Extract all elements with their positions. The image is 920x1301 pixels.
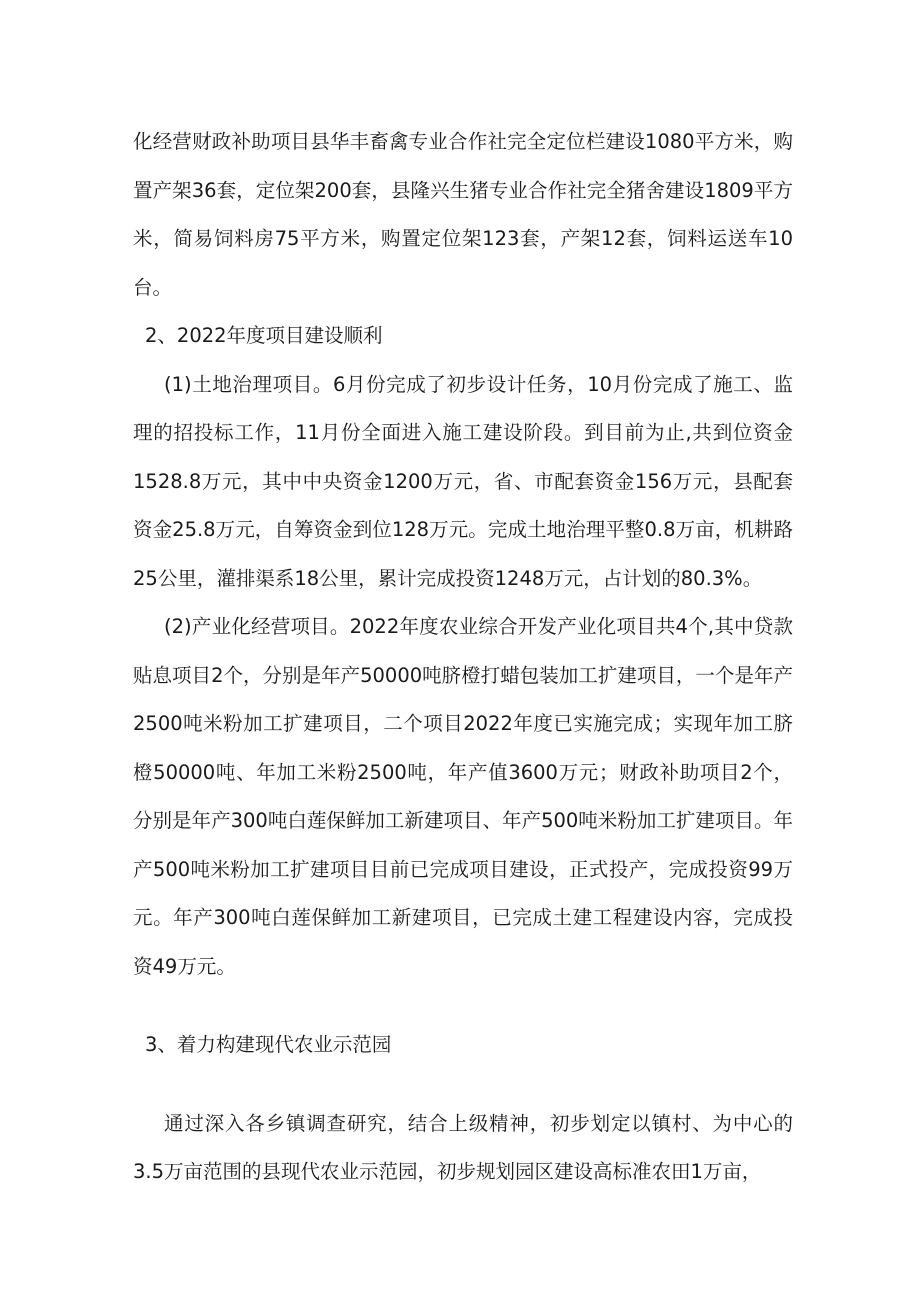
spacer bbox=[133, 991, 793, 1021]
paragraph-project-subsidy-continued: 化经营财政补助项目县华丰畜禽专业合作社完全定位栏建设1080平方米，购置产架36套，定位架200套，县隆兴生猪专业合作社完全猪舍建设1809平方米，简易饲料房75平方米，购置定位架123套，产架12套，饲料运送车10台。 bbox=[133, 130, 793, 299]
paragraph-industrial-operation: (2)产业化经营项目。2022年度农业综合开发产业化项目共4个,其中贷款贴息项目2个，分别是年产50000吨脐橙打蜡包装加工扩建项目，一个是年产2500吨米粉加工扩建项目，二个项目2022年度已实施完成；实现年加工脐橙50000吨、年加工米粉2500吨，年产值3600万元；财政补助项目2个，分别是年产300吨白莲保鲜加工新建项目、年产500吨米粉加工扩建项目。年产500吨米粉加工扩建项目目前已完成项目建设，正式投产，完成投资99万元。年产300吨白莲保鲜加工新建项目，已完成土建工程建设内容，完成投资49万元。 bbox=[133, 615, 793, 978]
section-heading-2022-projects: 2、2022年度项目建设顺利 bbox=[145, 324, 383, 347]
spacer bbox=[133, 1070, 793, 1100]
document-body bbox=[133, 118, 793, 1197]
paragraph-demo-park-plan: 通过深入各乡镇调查研究，结合上级精神，初步划定以镇村、为中心的3.5万亩范围的县现代农业示范园，初步规划园区建设高标准农田1万亩， bbox=[133, 1111, 793, 1183]
paragraph-land-management: (1)土地治理项目。6月份完成了初步设计任务，10月份完成了施工、监理的招投标工作，11月份全面进入施工建设阶段。到目前为止,共到位资金1528.8万元，其中中央资金1200万元，省、市配套资金156万元，县配套资金25.8万元，自筹资金到位128万元。完成土地治理平整0.8万亩，机耕路25公里，灌排渠系18公里，累计完成投资1248万元，占计划的80.3%。 bbox=[133, 372, 793, 590]
section-heading-agri-demo-park: 3、着力构建现代农业示范园 bbox=[145, 1033, 392, 1056]
